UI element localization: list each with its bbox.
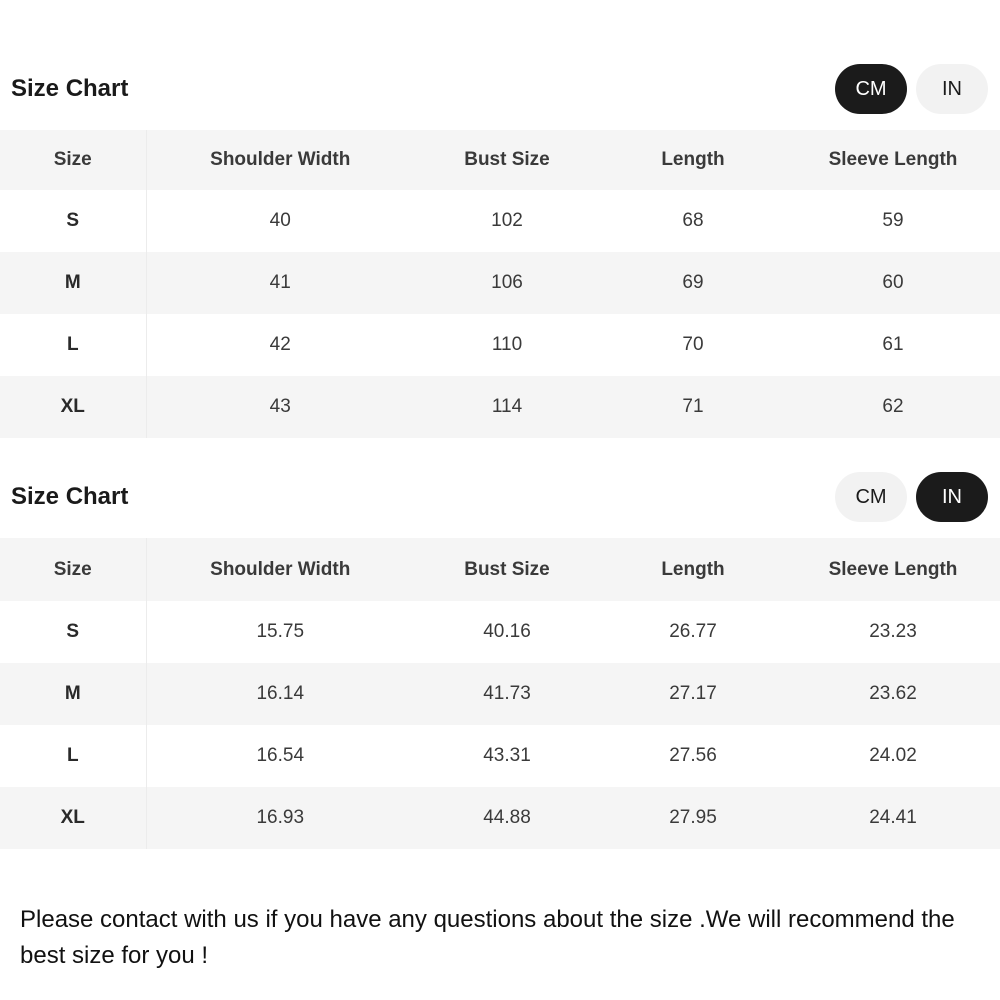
shoulder-width-cell: 42 bbox=[146, 314, 414, 376]
sleeve-length-cell: 62 bbox=[786, 376, 1000, 438]
sleeve-length-cell: 61 bbox=[786, 314, 1000, 376]
sleeve-length-cell: 59 bbox=[786, 190, 1000, 252]
unit-toggle bbox=[835, 472, 988, 522]
length-cell: 70 bbox=[600, 314, 786, 376]
size-chart-header bbox=[0, 470, 1000, 538]
size-table bbox=[0, 538, 1000, 849]
column-header-shoulder-width: Shoulder Width bbox=[146, 130, 414, 190]
shoulder-width-cell: 40 bbox=[146, 190, 414, 252]
length-cell: 69 bbox=[600, 252, 786, 314]
in-unit-button[interactable]: IN bbox=[916, 64, 988, 114]
size-chart-title: Size Chart bbox=[11, 483, 129, 510]
shoulder-width-cell: 43 bbox=[146, 376, 414, 438]
table-row bbox=[0, 190, 1000, 252]
table-row bbox=[0, 314, 1000, 376]
size-cell: S bbox=[0, 601, 146, 663]
length-cell: 27.56 bbox=[600, 725, 786, 787]
sleeve-length-cell: 60 bbox=[786, 252, 1000, 314]
sleeve-length-cell: 23.62 bbox=[786, 663, 1000, 725]
bust-size-cell: 43.31 bbox=[414, 725, 600, 787]
size-chart-title: Size Chart bbox=[11, 75, 129, 102]
bust-size-cell: 41.73 bbox=[414, 663, 600, 725]
length-cell: 68 bbox=[600, 190, 786, 252]
table-header-row bbox=[0, 130, 1000, 190]
column-header-length: Length bbox=[600, 538, 786, 601]
sleeve-length-cell: 23.23 bbox=[786, 601, 1000, 663]
sleeve-length-cell: 24.02 bbox=[786, 725, 1000, 787]
size-advice-note: Please contact with us if you have any questions about the size .We will recommend the best size for you ! bbox=[20, 906, 955, 969]
table-row bbox=[0, 601, 1000, 663]
bust-size-cell: 110 bbox=[414, 314, 600, 376]
in-unit-button[interactable]: IN bbox=[916, 472, 988, 522]
length-cell: 27.17 bbox=[600, 663, 786, 725]
length-cell: 26.77 bbox=[600, 601, 786, 663]
size-chart-cm bbox=[0, 62, 1000, 438]
bust-size-cell: 102 bbox=[414, 190, 600, 252]
cm-unit-button[interactable]: CM bbox=[835, 64, 907, 114]
column-header-bust-size: Bust Size bbox=[414, 130, 600, 190]
size-cell: L bbox=[0, 314, 146, 376]
column-header-bust-size: Bust Size bbox=[414, 538, 600, 601]
shoulder-width-cell: 41 bbox=[146, 252, 414, 314]
length-cell: 71 bbox=[600, 376, 786, 438]
sleeve-length-cell: 24.41 bbox=[786, 787, 1000, 849]
column-header-sleeve-length: Sleeve Length bbox=[786, 130, 1000, 190]
shoulder-width-cell: 16.54 bbox=[146, 725, 414, 787]
table-header-row bbox=[0, 538, 1000, 601]
column-header-sleeve-length: Sleeve Length bbox=[786, 538, 1000, 601]
shoulder-width-cell: 16.93 bbox=[146, 787, 414, 849]
shoulder-width-cell: 16.14 bbox=[146, 663, 414, 725]
cm-unit-button[interactable]: CM bbox=[835, 472, 907, 522]
size-cell: L bbox=[0, 725, 146, 787]
size-table bbox=[0, 130, 1000, 438]
table-row bbox=[0, 787, 1000, 849]
bust-size-cell: 40.16 bbox=[414, 601, 600, 663]
column-header-size: Size bbox=[0, 130, 146, 190]
column-header-shoulder-width: Shoulder Width bbox=[146, 538, 414, 601]
bust-size-cell: 114 bbox=[414, 376, 600, 438]
size-cell: XL bbox=[0, 787, 146, 849]
shoulder-width-cell: 15.75 bbox=[146, 601, 414, 663]
size-chart-in bbox=[0, 470, 1000, 849]
unit-toggle bbox=[835, 64, 988, 114]
bust-size-cell: 44.88 bbox=[414, 787, 600, 849]
table-row bbox=[0, 663, 1000, 725]
bust-size-cell: 106 bbox=[414, 252, 600, 314]
column-header-size: Size bbox=[0, 538, 146, 601]
size-chart-header bbox=[0, 62, 1000, 130]
size-cell: XL bbox=[0, 376, 146, 438]
column-header-length: Length bbox=[600, 130, 786, 190]
table-row bbox=[0, 725, 1000, 787]
length-cell: 27.95 bbox=[600, 787, 786, 849]
size-cell: S bbox=[0, 190, 146, 252]
table-row bbox=[0, 252, 1000, 314]
table-row bbox=[0, 376, 1000, 438]
size-cell: M bbox=[0, 252, 146, 314]
size-cell: M bbox=[0, 663, 146, 725]
